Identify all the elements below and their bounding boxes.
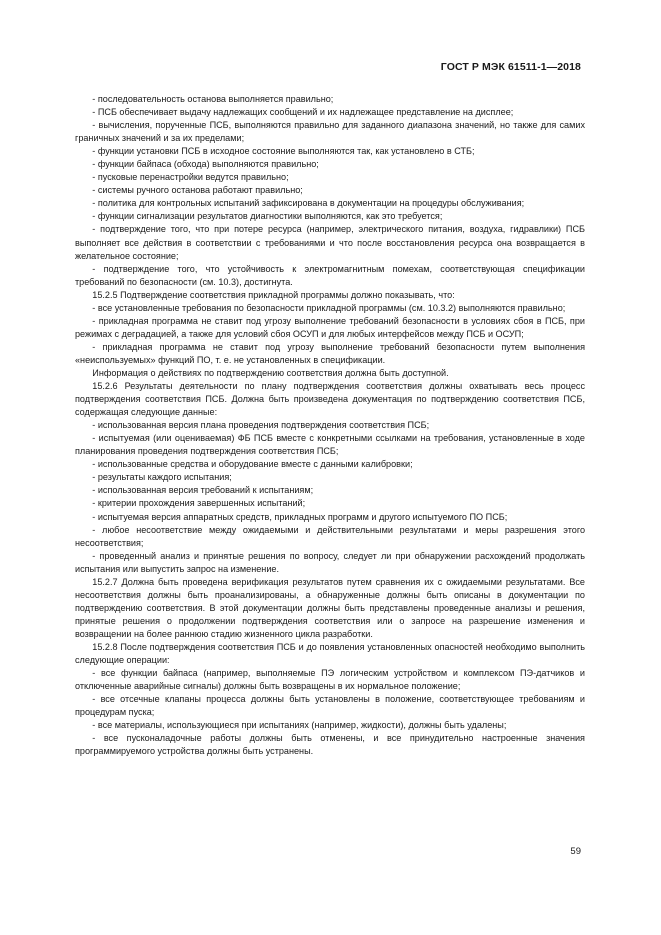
paragraph: - все пусконаладочные работы должны быть отменены, и все принудительно настроенные значения программируемого устройства должны быть устранены. xyxy=(75,733,585,757)
paragraph: - политика для контрольных испытаний зафиксирована в документации на процедуры обслуживания; xyxy=(92,198,525,209)
paragraph: - функции байпаса (обхода) выполняются правильно; xyxy=(92,159,319,170)
paragraph: - использованная версия плана проведения подтверждения соответствия ПСБ; xyxy=(92,420,430,431)
page-number: 59 xyxy=(570,846,581,857)
paragraph: - последовательность останова выполняется правильно; xyxy=(92,94,334,104)
paragraph: - функции сигнализации результатов диагностики выполняются, как это требуется; xyxy=(92,211,443,222)
paragraph: - использованные средства и оборудование вместе с данными калибровки; xyxy=(92,459,413,470)
paragraph: - все материалы, использующиеся при испытаниях (например, жидкости), должны быть удалены; xyxy=(92,720,507,731)
paragraph: - ПСБ обеспечивает выдачу надлежащих сообщений и их надлежащее представление на дисплее; xyxy=(92,107,514,118)
paragraph: - системы ручного останова работают правильно; xyxy=(92,185,303,196)
paragraph: - прикладная программа не ставит под угрозу выполнение требований безопасности путем выполнения «неиспользуемых» функций ПО, т. е. не установленных в спецификации. xyxy=(75,341,585,365)
paragraph: - прикладная программа не ставит под угрозу выполнение требований безопасности в условиях сбоя в ПСБ, при режимах с деградацией, а также для условий сбоя ОСУП и для любых интерфейсов между ПСБ и ОСУП; xyxy=(75,315,585,339)
document-header: ГОСТ Р МЭК 61511-1—2018 xyxy=(440,61,581,73)
paragraph: - пусковые перенастройки ведутся правильно; xyxy=(92,172,289,183)
paragraph: - подтверждение того, что устойчивость к электромагнитным помехам, соответствующая спецификации требований по безопасности (см. 10.3), достигнута. xyxy=(75,263,585,287)
paragraph: - все функции байпаса (например, выполняемые ПЭ логическим устройством и комплексом ПЭ-датчиков и отключенные аварийные сигналы) должны быть возвращены в их нормальное положение; xyxy=(75,668,585,692)
paragraph: - подтверждение того, что при потере ресурса (например, электрического питания, воздуха, гидравлики) ПСБ выполняет все действия в соответствии с требованиями и что после восстановления ресурса она возвращается в желательное состояние; xyxy=(75,224,585,261)
paragraph: - все отсечные клапаны процесса должны быть установлены в положение, соответствующее требованиям и процедурам пуска; xyxy=(75,694,585,718)
paragraph: - все установленные требования по безопасности прикладной программы (см. 10.3.2) выполняются правильно; xyxy=(92,302,566,313)
document-body xyxy=(75,93,585,758)
paragraph: - испытуемая версия аппаратных средств, прикладных программ и другого испытуемого ПО ПСБ; xyxy=(92,511,508,522)
paragraph: 15.2.7 Должна быть проведена верификация результатов путем сравнения их с ожидаемыми результатами. Все несоответствия должны быть проанализированы, а обнаруженные должны быть описаны в документации по подтверждению соответствия. В этой документации должны быть представлены проведенные анализы и решения, принятые решения о продолжении подтверждения соответствия или о запросе на разрешение изменения и возвращении на более раннюю стадию жизненного цикла разработки. xyxy=(75,576,585,639)
paragraph: - критерии прохождения завершенных испытаний; xyxy=(92,498,306,509)
paragraph: - проведенный анализ и принятые решения по вопросу, следует ли при обнаружении расхождений продолжать испытания или выпустить запрос на изменение. xyxy=(75,550,585,574)
paragraph: - использованная версия требований к испытаниям; xyxy=(92,485,314,496)
paragraph: 15.2.5 Подтверждение соответствия прикладной программы должно показывать, что: xyxy=(92,289,455,300)
paragraph: - функции установки ПСБ в исходное состояние выполняются так, как установлено в СТБ; xyxy=(92,146,475,157)
paragraph: - результаты каждого испытания; xyxy=(92,472,232,483)
paragraph: - вычисления, порученные ПСБ, выполняются правильно для заданного диапазона значений, но также для самих граничных значений и за их пределами; xyxy=(75,120,585,144)
paragraph: - любое несоответствие между ожидаемыми и действительными результатами и меры разрешения этого несоответствия; xyxy=(75,524,585,548)
paragraph: - испытуемая (или оцениваемая) ФБ ПСБ вместе с конкретными ссылками на требования, установленные в ходе планирования проведения подтверждения соответствия ПСБ; xyxy=(75,433,585,457)
paragraph: 15.2.6 Результаты деятельности по плану подтверждения соответствия должны охватывать весь процесс подтверждения соответствия ПСБ. Должна быть произведена документация по подтверждению соответствия ПСБ, содержащая следующие данные: xyxy=(75,381,585,418)
paragraph: 15.2.8 После подтверждения соответствия ПСБ и до появления установленных опасностей необходимо выполнить следующие операции: xyxy=(75,641,585,666)
paragraph: Информация о действиях по подтверждению соответствия должна быть доступной. xyxy=(92,367,449,378)
